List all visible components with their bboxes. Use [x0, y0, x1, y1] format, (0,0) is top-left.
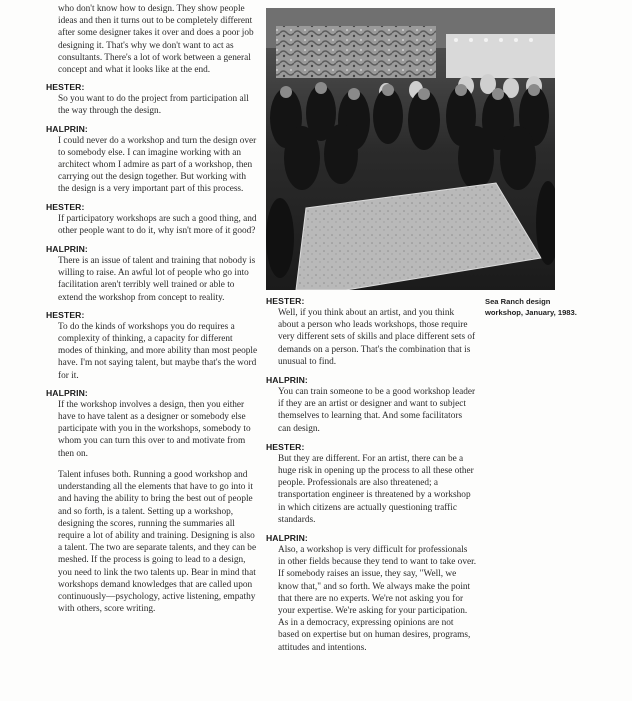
- photo-caption: Sea Ranch design workshop, January, 1983.: [485, 297, 577, 317]
- paragraph: Also, a workshop is very difficult for professionals in other fields because they tend to want to take over. If somebody raises an issue, they say, "Well, we know that," and so forth. We always make the point that there are no experts. We're not asking you for your expertise. We're asking for your participation. As in a democracy, expressing opinions are not based on expertise but on human desires, programs, attitudes and intentions.: [278, 545, 477, 653]
- speaker-label: HESTER:: [266, 296, 305, 306]
- speaker-label: HESTER:: [266, 441, 305, 452]
- paragraph: To do the kinds of workshops you do requires a complexity of thinking, a capacity for different modes of thinking, and more ability than most people have. I'm not saying talent, but maybe that's the word for it.: [58, 321, 258, 381]
- paragraph: There is an issue of talent and training that nobody is willing to raise. An awful lot of people who go into facilitation aren't terribly well trained or able to extend the workshop from concept to reality.: [58, 256, 256, 303]
- speaker-label: HALPRIN:: [46, 244, 88, 255]
- speaker-label: HALPRIN:: [266, 533, 308, 544]
- paragraph: who don't know how to design. They show people ideas and then it turns out to be completely different after some designer takes it over and does a poor job designing it. That's why we don't want to act as consultants. There's a lot of work between a general concept and what it looks like at the end.: [58, 4, 254, 76]
- workshop-photo-illustration: [266, 8, 555, 290]
- speaker-label: HALPRIN:: [46, 123, 88, 134]
- speaker-label: HALPRIN:: [46, 387, 88, 398]
- paragraph: I could never do a workshop and turn the design over to somebody else. I can imagine working with an architect whom I admire as part of a workshop, then carrying out the design together. But working with the design is a very important part of this process.: [58, 135, 257, 195]
- paragraph: Talent infuses both. Running a good workshop and understanding all the elements that have to go into it and having the ability to bring the best out of people and so forth, is a talent. Setting up a workshop, designing the scores, running the summaries all require a lot of ability and training. Designing is also a talent. The two are separate talents, and they can be meshed. If the process is going to lead to a design, you need to link the two talents up. Bear in mind that workshops demand knowledges that are called upon continuously—psychology, active listening, empathy with others, score writing.: [58, 469, 257, 615]
- workshop-photo: [266, 8, 555, 290]
- speaker-label: HESTER:: [46, 309, 85, 320]
- speaker-label: HESTER:: [46, 82, 85, 93]
- paragraph: You can train someone to be a good workshop leader if they are an artist or designer and want to subject themselves to learning that. And some facilitators can design.: [278, 387, 476, 434]
- speaker-label: HESTER:: [46, 201, 85, 212]
- paragraph: Well, if you think about an artist, and you think about a person who leads workshops, those require very different sets of skills and place different sets of demands on a person. That's the combination that is unusual to find.: [278, 308, 476, 367]
- right-column: [266, 296, 476, 654]
- paragraph: If participatory workshops are such a good thing, and other people want to do it, why isn't more of it good?: [58, 213, 257, 236]
- paragraph: If the workshop involves a design, then you either have to have talent as a designer or somebody else participate with you in the workshops, somebody to whom you can turn this over to and motivate from then on.: [58, 399, 251, 459]
- paragraph: But they are different. For an artist, there can be a huge risk in opening up the process to all these other people. Professionals are also threatened; a transportation engineer is threatened by a workshop in which citizens are actually questioning traffic standards.: [278, 453, 474, 525]
- paragraph: So you want to do the project from participation all the way through the design.: [58, 94, 249, 117]
- speaker-label: HALPRIN:: [266, 375, 308, 386]
- left-column: [46, 0, 258, 615]
